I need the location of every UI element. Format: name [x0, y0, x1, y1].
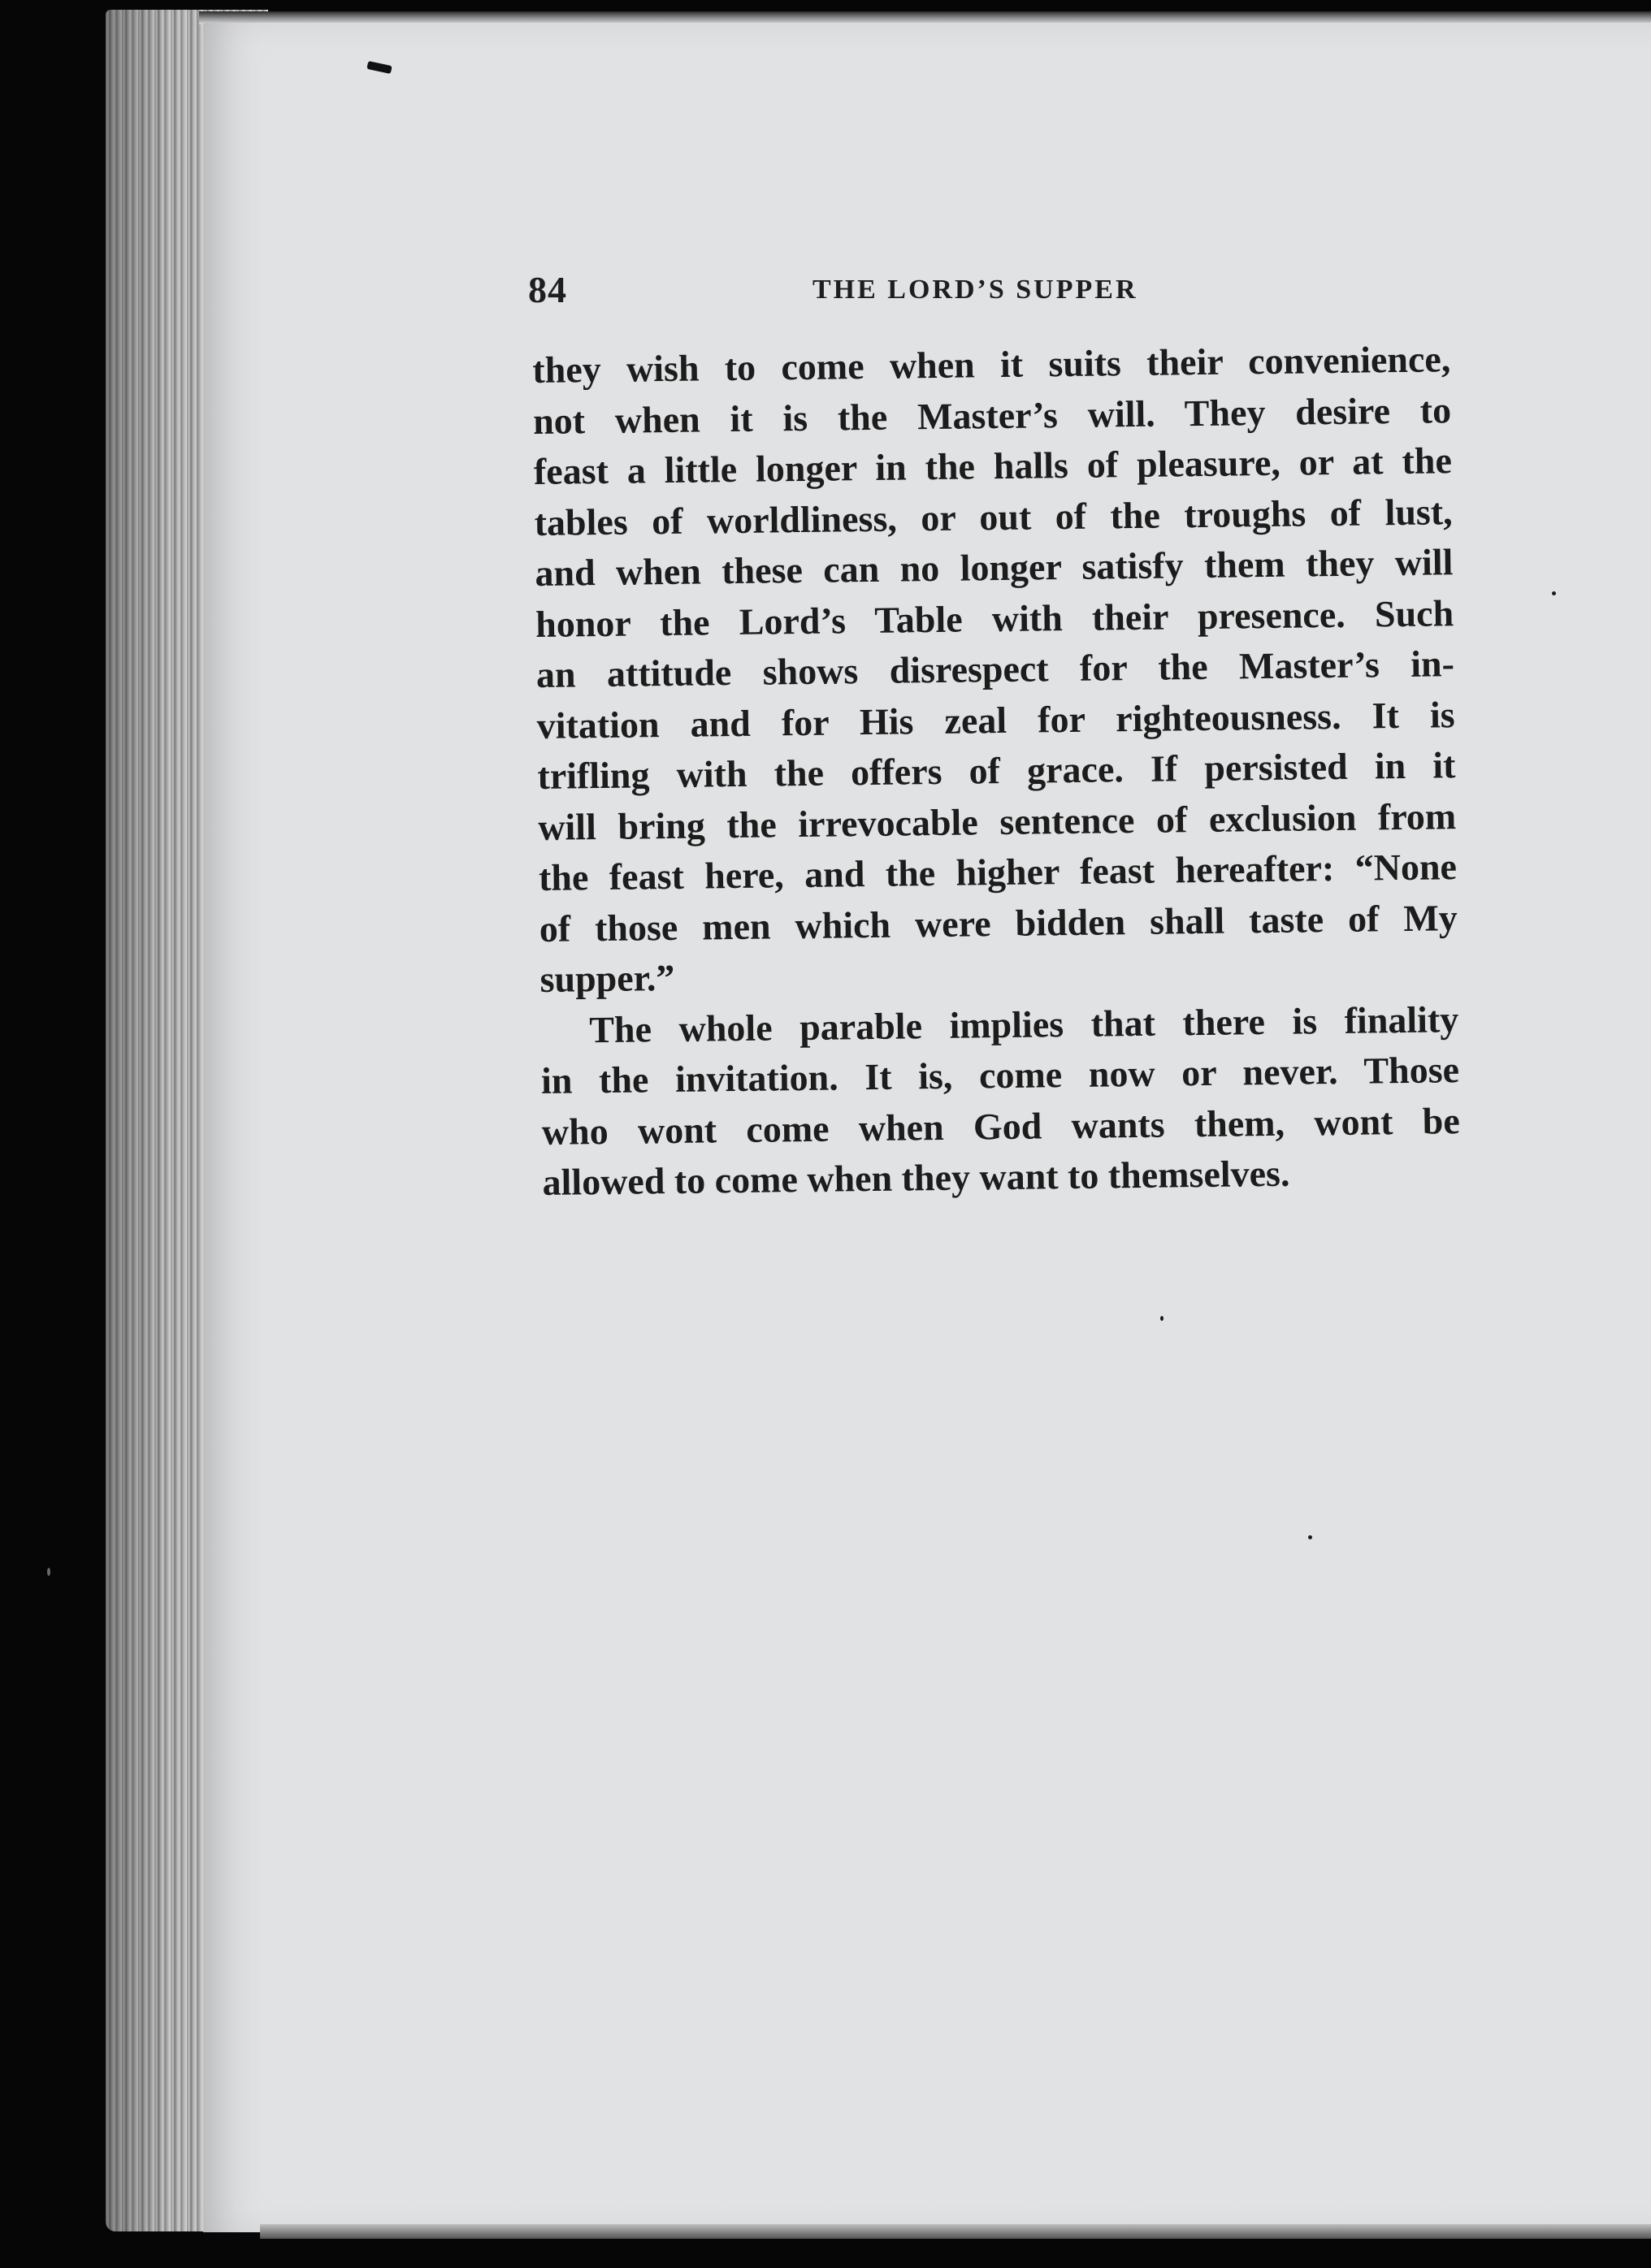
body-text	[532, 334, 1461, 1208]
page-number: 84	[528, 269, 567, 310]
speck	[1160, 1316, 1164, 1321]
text-line: tables of worldliness, or out of the troughs of lust,	[534, 490, 1453, 543]
text-line: vitation and for His zeal for righteousness. It is	[536, 693, 1455, 747]
text-line: feast a little longer in the halls of pleasure, or at the	[533, 439, 1453, 492]
speck	[1308, 1535, 1312, 1539]
page-bottom-edge	[260, 2224, 1651, 2239]
text-line: who wont come when God wants them, wont be	[541, 1099, 1461, 1153]
text-line: allowed to come when they want to themselves.	[542, 1152, 1290, 1203]
text-line: trifling with the offers of grace. If persisted in it	[537, 744, 1456, 797]
text-line: not when it is the Master’s will. They desire to	[532, 388, 1452, 442]
text-line: supper.”	[540, 956, 675, 1000]
running-head: THE LORD’S SUPPER	[812, 275, 1138, 305]
text-line: honor the Lord’s Table with their presence. Such	[535, 591, 1454, 645]
text-line: an attitude shows disrespect for the Master’s in-	[535, 643, 1455, 695]
text-line: they wish to come when it suits their convenience,	[532, 338, 1451, 391]
text-line: of those men which were bidden shall taste of My	[539, 896, 1458, 950]
text-line: the feast here, and the higher feast hereafter: “None	[538, 846, 1458, 898]
text-line: in the invitation. It is, come now or never. Those	[540, 1049, 1460, 1102]
text-line: The whole parable implies that there is finality	[588, 998, 1459, 1050]
speck	[47, 1568, 50, 1576]
speck	[1552, 591, 1556, 595]
text-line: will bring the irrevocable sentence of exclusion from	[537, 794, 1457, 848]
text-line: and when these can no longer satisfy them they will	[535, 541, 1454, 594]
